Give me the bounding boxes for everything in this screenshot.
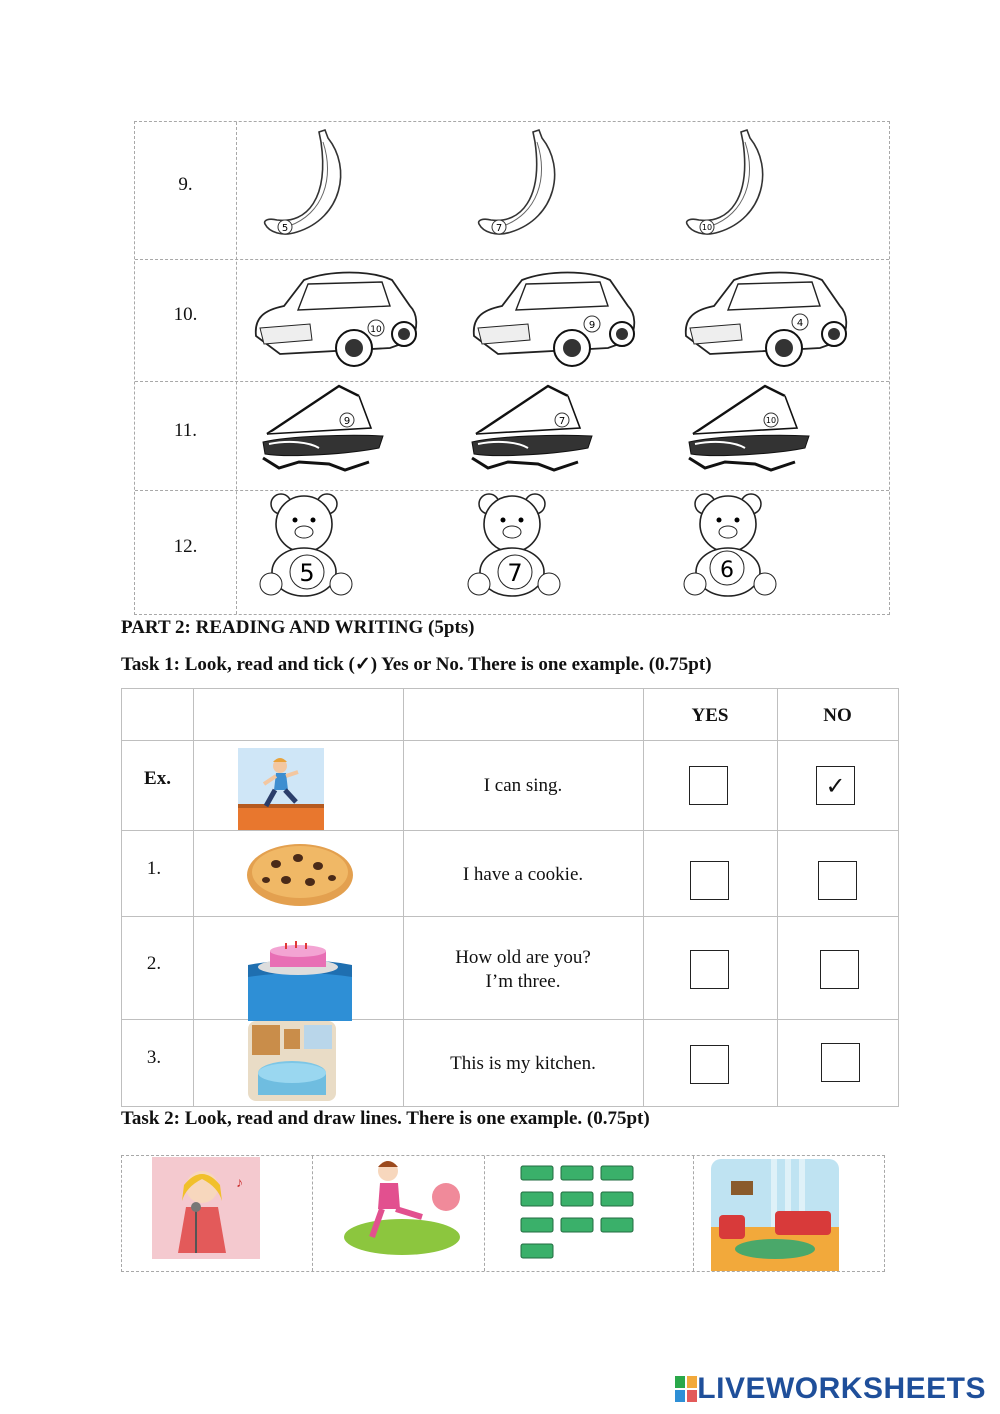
liveworksheets-badge-icon [675,1376,697,1402]
row-label-1: 1. [146,858,162,879]
yes-checkbox-2[interactable] [690,950,729,989]
sandwich-count: 7 [558,416,566,427]
singing-girl-picture[interactable] [152,1157,260,1259]
car-count: 10 [370,325,382,335]
sentence-1: I have a cookie. [462,864,584,885]
banana-count: 10 [701,223,713,232]
car-count: 9 [588,320,596,331]
sentence-3: This is my kitchen. [450,1053,596,1074]
sandwich-count: 9 [343,416,351,427]
sandwich-10[interactable] [685,384,815,474]
svg-text:♪: ♪ [236,1176,243,1191]
books-picture[interactable] [519,1162,649,1266]
part2-heading: PART 2: READING AND WRITING (5pts) [121,617,475,638]
car-10[interactable] [250,266,420,370]
row-number-12: 12. [173,536,198,557]
teddy-count: 5 [299,559,315,587]
sandwich-7[interactable] [468,384,598,474]
liveworksheets-logo [675,1372,986,1406]
row-number-11: 11. [173,420,198,441]
teddy-7[interactable] [467,492,567,600]
kicking-girl-picture[interactable] [342,1157,472,1257]
cookie-picture [246,842,354,908]
no-checkbox-ex[interactable]: ✓ [816,766,855,805]
row-number-10: 10. [173,304,198,325]
teddy-count: 7 [507,559,523,587]
banana-count: 7 [495,223,503,234]
sandwich-count: 10 [765,416,777,425]
banana-5[interactable] [257,128,357,238]
no-checkbox-2[interactable] [820,950,859,989]
task1-instruction: Task 1: Look, read and tick (✓) Yes or No. There is one example. (0.75pt) [121,654,712,675]
kitchen-picture [248,1021,336,1101]
banana-7[interactable] [471,128,571,238]
teddy-count: 6 [720,558,734,583]
yes-checkbox-3[interactable] [690,1045,729,1084]
car-4[interactable] [680,266,850,370]
yes-checkbox-1[interactable] [690,861,729,900]
banana-count: 5 [281,223,289,234]
task2-instruction: Task 2: Look, read and draw lines. There is one example. (0.75pt) [121,1108,650,1129]
sandwich-9[interactable] [259,384,389,474]
counting-table [134,121,890,615]
no-checkbox-1[interactable] [818,861,857,900]
car-count: 4 [796,318,804,329]
row-label-ex: Ex. [144,768,171,789]
no-checkbox-3[interactable] [821,1043,860,1082]
birthday-cake-picture [248,943,352,1021]
logo-text: LIVEWORKSHEETS [697,1372,986,1405]
teddy-5[interactable] [259,492,359,600]
yes-header: YES [691,705,729,726]
row-label-2: 2. [146,953,162,974]
no-header: NO [823,705,852,726]
running-boy-picture [238,748,324,830]
task2-picture-strip [121,1155,885,1272]
living-room-picture[interactable] [711,1159,839,1271]
sentence-ex: I can sing. [483,775,563,796]
car-9[interactable] [468,266,638,370]
row-label-3: 3. [146,1047,162,1068]
sentence-2-line1: How old are you? [455,947,591,968]
sentence-2-line2: I’m three. [485,971,561,992]
banana-10[interactable] [679,128,779,238]
yes-checkbox-ex[interactable] [689,766,728,805]
task1-table [121,688,899,1107]
teddy-6[interactable] [683,492,783,600]
row-number-9: 9. [178,174,193,195]
